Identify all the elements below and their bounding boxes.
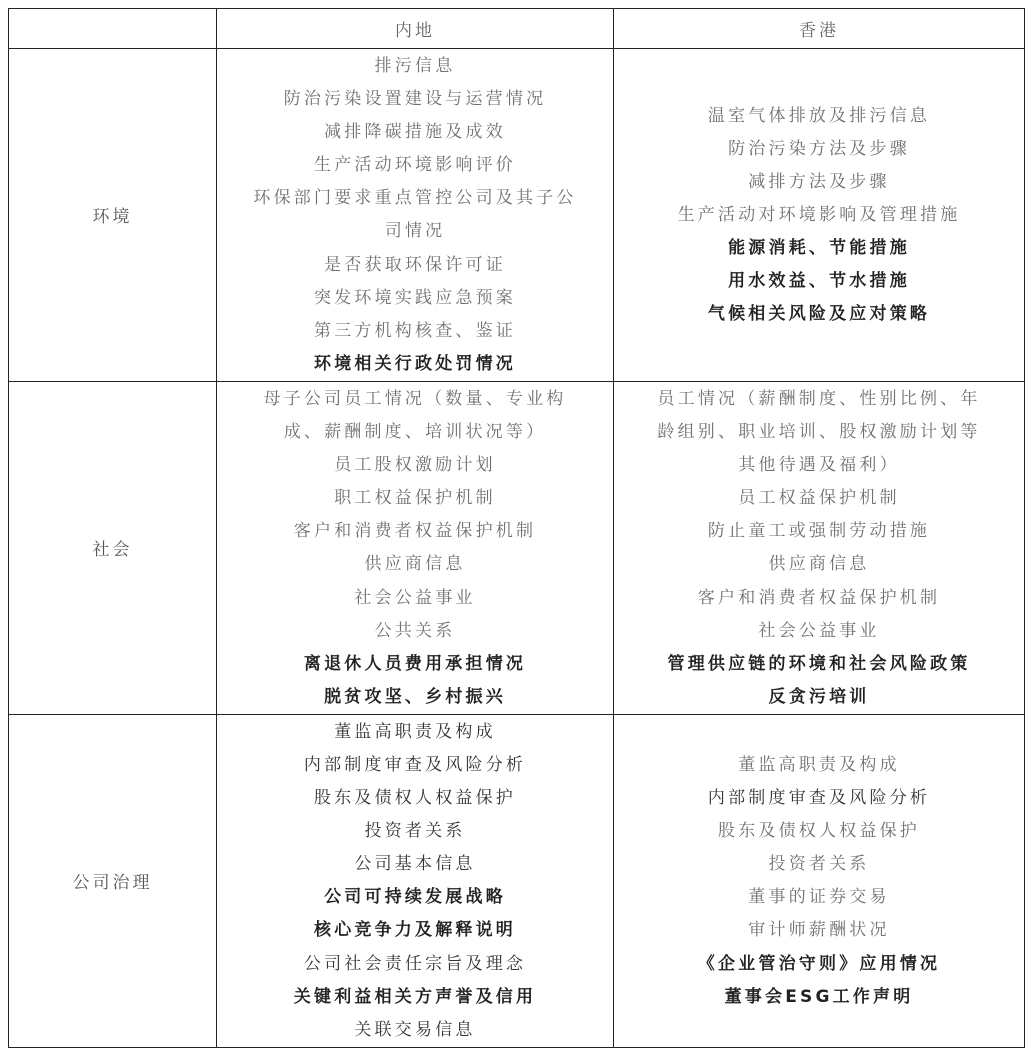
comparison-table [8, 8, 1025, 1048]
item-list [614, 99, 1024, 332]
list-item: 公司基本信息 [354, 854, 476, 875]
header-blank-cell [9, 9, 217, 49]
list-item: 客户和消费者权益保护机制 [697, 587, 941, 608]
mainland-social-cell [217, 381, 614, 714]
list-item: 董事的证券交易 [748, 887, 890, 908]
hongkong-environment-cell [614, 49, 1025, 382]
dimension-social: 社会 [9, 381, 217, 714]
list-item: 投资者关系 [768, 854, 870, 875]
list-item: 反贪污培训 [768, 686, 870, 707]
list-item: 生产活动环境影响评价 [314, 155, 516, 176]
list-item: 司情况 [384, 221, 446, 242]
table-header-row [9, 9, 1025, 49]
list-item: 温室气体排放及排污信息 [707, 105, 931, 126]
list-item: 内部制度审查及风险分析 [303, 754, 527, 775]
list-item: 用水效益、节水措施 [728, 271, 910, 292]
list-item: 是否获取环保许可证 [324, 254, 506, 275]
item-list [614, 748, 1024, 1014]
item-list [614, 382, 1024, 714]
list-item: 《企业管治守则》应用情况 [697, 953, 941, 974]
list-item: 第三方机构核查、鉴证 [314, 320, 516, 341]
hongkong-social-cell [614, 381, 1025, 714]
mainland-governance-cell [217, 714, 614, 1047]
list-item: 供应商信息 [364, 554, 466, 575]
list-item: 审计师薪酬状况 [748, 920, 890, 941]
row-governance [9, 714, 1025, 1047]
list-item: 公司可持续发展战略 [324, 887, 506, 908]
hongkong-governance-cell [614, 714, 1025, 1047]
list-item: 员工权益保护机制 [738, 488, 900, 509]
list-item: 公司社会责任宗旨及理念 [303, 953, 527, 974]
header-mainland: 内地 [217, 9, 614, 49]
list-item: 龄组别、职业培训、股权激励计划等 [657, 422, 981, 443]
list-item: 关联交易信息 [354, 1019, 476, 1040]
list-item: 环境相关行政处罚情况 [314, 353, 516, 374]
list-item: 关键利益相关方声誉及信用 [293, 986, 537, 1007]
item-list [217, 715, 613, 1047]
dimension-environment: 环境 [9, 49, 217, 382]
dimension-governance: 公司治理 [9, 714, 217, 1047]
list-item: 离退休人员费用承担情况 [303, 653, 527, 674]
item-list [217, 49, 613, 381]
item-list [217, 382, 613, 714]
list-item: 员工股权激励计划 [334, 455, 496, 476]
header-hongkong: 香港 [614, 9, 1025, 49]
list-item: 内部制度审查及风险分析 [707, 788, 931, 809]
list-item: 董监高职责及构成 [738, 754, 900, 775]
list-item: 排污信息 [374, 56, 456, 76]
list-item: 董监高职责及构成 [334, 721, 496, 742]
list-item: 母子公司员工情况（数量、专业构 [263, 388, 567, 409]
list-item: 董事会ESG工作声明 [724, 986, 914, 1007]
list-item: 环保部门要求重点管控公司及其子公 [253, 188, 577, 209]
list-item: 社会公益事业 [354, 587, 476, 608]
list-item: 气候相关风险及应对策略 [707, 304, 931, 325]
list-item: 供应商信息 [768, 554, 870, 575]
list-item: 能源消耗、节能措施 [728, 238, 910, 259]
list-item: 防治污染设置建设与运营情况 [283, 89, 547, 110]
list-item: 管理供应链的环境和社会风险政策 [667, 653, 971, 674]
list-item: 股东及债权人权益保护 [314, 788, 516, 809]
row-social [9, 381, 1025, 714]
list-item: 防治污染方法及步骤 [728, 138, 910, 159]
list-item: 减排降碳措施及成效 [324, 122, 506, 143]
list-item: 突发环境实践应急预案 [314, 287, 516, 308]
row-environment [9, 49, 1025, 382]
list-item: 脱贫攻坚、乡村振兴 [324, 686, 506, 707]
list-item: 公共关系 [374, 620, 456, 641]
list-item: 员工情况（薪酬制度、性别比例、年 [657, 388, 981, 409]
list-item: 社会公益事业 [758, 620, 880, 641]
list-item: 防止童工或强制劳动措施 [707, 521, 931, 542]
list-item: 股东及债权人权益保护 [718, 821, 920, 842]
list-item: 生产活动对环境影响及管理措施 [677, 204, 961, 225]
list-item: 成、薪酬制度、培训状况等） [283, 422, 547, 443]
list-item: 投资者关系 [364, 821, 466, 842]
list-item: 核心竞争力及解释说明 [314, 920, 516, 941]
mainland-environment-cell [217, 49, 614, 382]
list-item: 其他待遇及福利） [738, 455, 900, 476]
list-item: 客户和消费者权益保护机制 [293, 521, 537, 542]
list-item: 职工权益保护机制 [334, 488, 496, 509]
list-item: 减排方法及步骤 [748, 171, 890, 192]
